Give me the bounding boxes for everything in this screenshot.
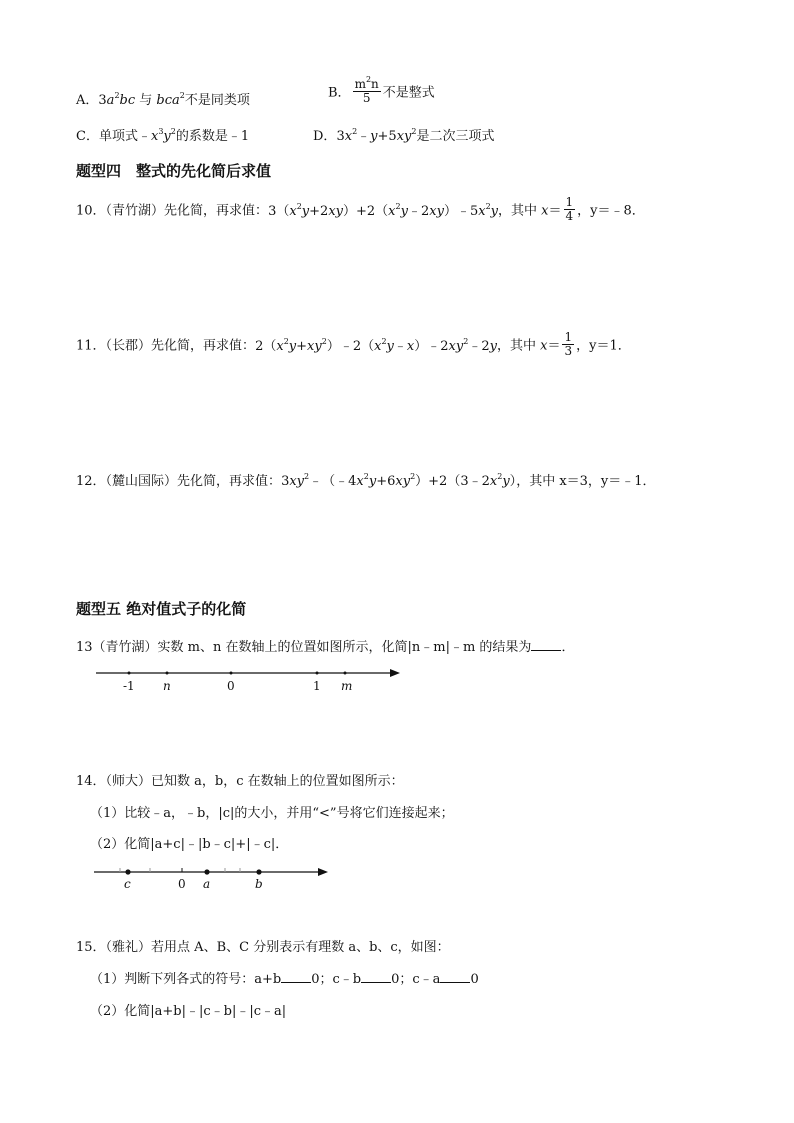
q13-label: 1 (313, 679, 321, 693)
question-15: 15．（雅礼）若用点 A、B、C 分别表示有理数 a、b、c，如图： (76, 940, 450, 955)
question-13 (76, 636, 574, 655)
q15-blank-3 (440, 971, 470, 983)
option-b-text: 不是整式 (382, 85, 435, 101)
q15-blank-2 (361, 971, 391, 983)
q14-label: c (124, 877, 131, 891)
q13-point-n (166, 672, 169, 675)
q15-part-1 (90, 968, 479, 987)
option-d-math: $3x^2﹣y+5xy^2$ (336, 127, 417, 144)
q13-label: m (341, 679, 353, 693)
q14-label: b (255, 877, 263, 891)
section-4-title: 题型四 整式的先化简后求值 (76, 162, 272, 180)
q12-lead: （麓山国际）先化简，再求值： (105, 474, 282, 489)
q10-number: 10． (76, 203, 106, 219)
q11-x-fraction: $\frac{1}{3}$ (564, 330, 573, 358)
q14-label: 0 (178, 877, 186, 891)
q11-expression: $2(x^2y+xy^2)﹣2(x^2y﹣x)﹣2xy^2﹣2y$ (255, 336, 497, 354)
q13-label: -1 (123, 679, 135, 693)
q13-label: n (163, 679, 171, 693)
q15-part1-b: 0；c﹣b (311, 972, 362, 987)
q11-tail: ，其中 (496, 338, 536, 354)
question-11: 11．（长郡）先化简，再求值：$2(x^2y+xy^2)﹣2(x^2y﹣x)﹣2xy^2﹣2y$，其中 x＝ $\frac{1}{3}$ ，y＝1． (76, 330, 631, 358)
q11-number: 11． (76, 338, 106, 354)
q15-part-2: （2）化简|a+b|﹣|c﹣b|﹣|c﹣a| (90, 1004, 287, 1019)
q14-label: a (203, 877, 211, 891)
option-c-math: $﹣x^3y^2$ (137, 127, 176, 144)
option-a-label: A． (76, 93, 99, 108)
question-14: 14．（师大）已知数 a，b，c 在数轴上的位置如图所示： (76, 774, 404, 789)
option-b-label: B． (328, 85, 351, 101)
q10-tail: ，其中 (498, 203, 538, 219)
q14-part-2: （2）化简|a+c|﹣|b﹣c|+|﹣c|． (90, 837, 289, 852)
q10-lead: （青竹湖）先化简，再求值： (105, 203, 269, 219)
option-b-fraction: $\frac{m^2n}{5}$ (354, 75, 379, 105)
q14-part-1: （1）比较﹣a，﹣b，|c|的大小，并用“<”号将它们连接起来； (90, 806, 454, 821)
q15-blank-1 (281, 971, 311, 983)
q13-tick (316, 672, 319, 675)
q14-point-a (204, 869, 209, 874)
q13-label: 0 (227, 679, 235, 693)
q14-point-c (125, 869, 130, 874)
option-c-text: 的系数是﹣1 (175, 129, 250, 144)
q14-point-b (256, 869, 261, 874)
question-12 (76, 470, 656, 489)
q13-tick (128, 672, 131, 675)
option-d-text: 是二次三项式 (416, 129, 495, 144)
q15-part1-a: （1）判断下列各式的符号：a+b (90, 972, 282, 987)
q12-expression: $3xy^2﹣(﹣4x^2y+6xy^2)+2(3﹣2x^2y)$ (281, 472, 517, 489)
option-a-math: $3a^2bc$ 与 bca$^2$ (98, 91, 185, 108)
option-b (328, 75, 435, 105)
q12-tail: ，其中 x＝3，y＝﹣1． (516, 474, 656, 489)
question-10: 10．（青竹湖）先化简，再求值：$3(x^2y+2xy)+2(x^2y﹣2xy)﹣5x^2y$，其中 x＝ $\frac{1}{4}$ ，y＝﹣8． (76, 195, 645, 223)
q15-part1-d: 0 (470, 972, 479, 987)
option-a-text: 不是同类项 (184, 93, 250, 108)
q15-part1-c: 0；c﹣a (391, 972, 441, 987)
q11-y-value: ，y＝1． (576, 338, 631, 354)
q13-lead: 13（青竹湖）实数 m、n 在数轴上的位置如图所示，化简|n﹣m|﹣m 的结果为 (76, 640, 532, 655)
q12-number: 12． (76, 474, 106, 489)
section-5-title: 题型五 绝对值式子的化简 (76, 600, 247, 618)
option-c-label: C．单项式 (76, 129, 138, 144)
q13-point-m (344, 672, 347, 675)
q13-answer-blank (531, 639, 561, 651)
q10-x-fraction: $\frac{1}{4}$ (565, 195, 574, 223)
q13-number-line (90, 662, 410, 698)
q11-lead: （长郡）先化简，再求值： (105, 338, 256, 354)
option-d-label: D． (313, 129, 337, 144)
q10-expression: $3(x^2y+2xy)+2(x^2y﹣2xy)﹣5x^2y$ (268, 201, 499, 219)
option-a (76, 89, 250, 108)
arrow-right-icon (318, 868, 328, 876)
q10-y-value: ，y＝﹣8． (577, 203, 645, 219)
q14-number-line (90, 862, 340, 892)
q13-end: ． (561, 640, 575, 655)
option-d (313, 125, 495, 144)
option-c (76, 125, 249, 144)
arrow-right-icon (390, 669, 400, 677)
q13-tick (230, 672, 233, 675)
